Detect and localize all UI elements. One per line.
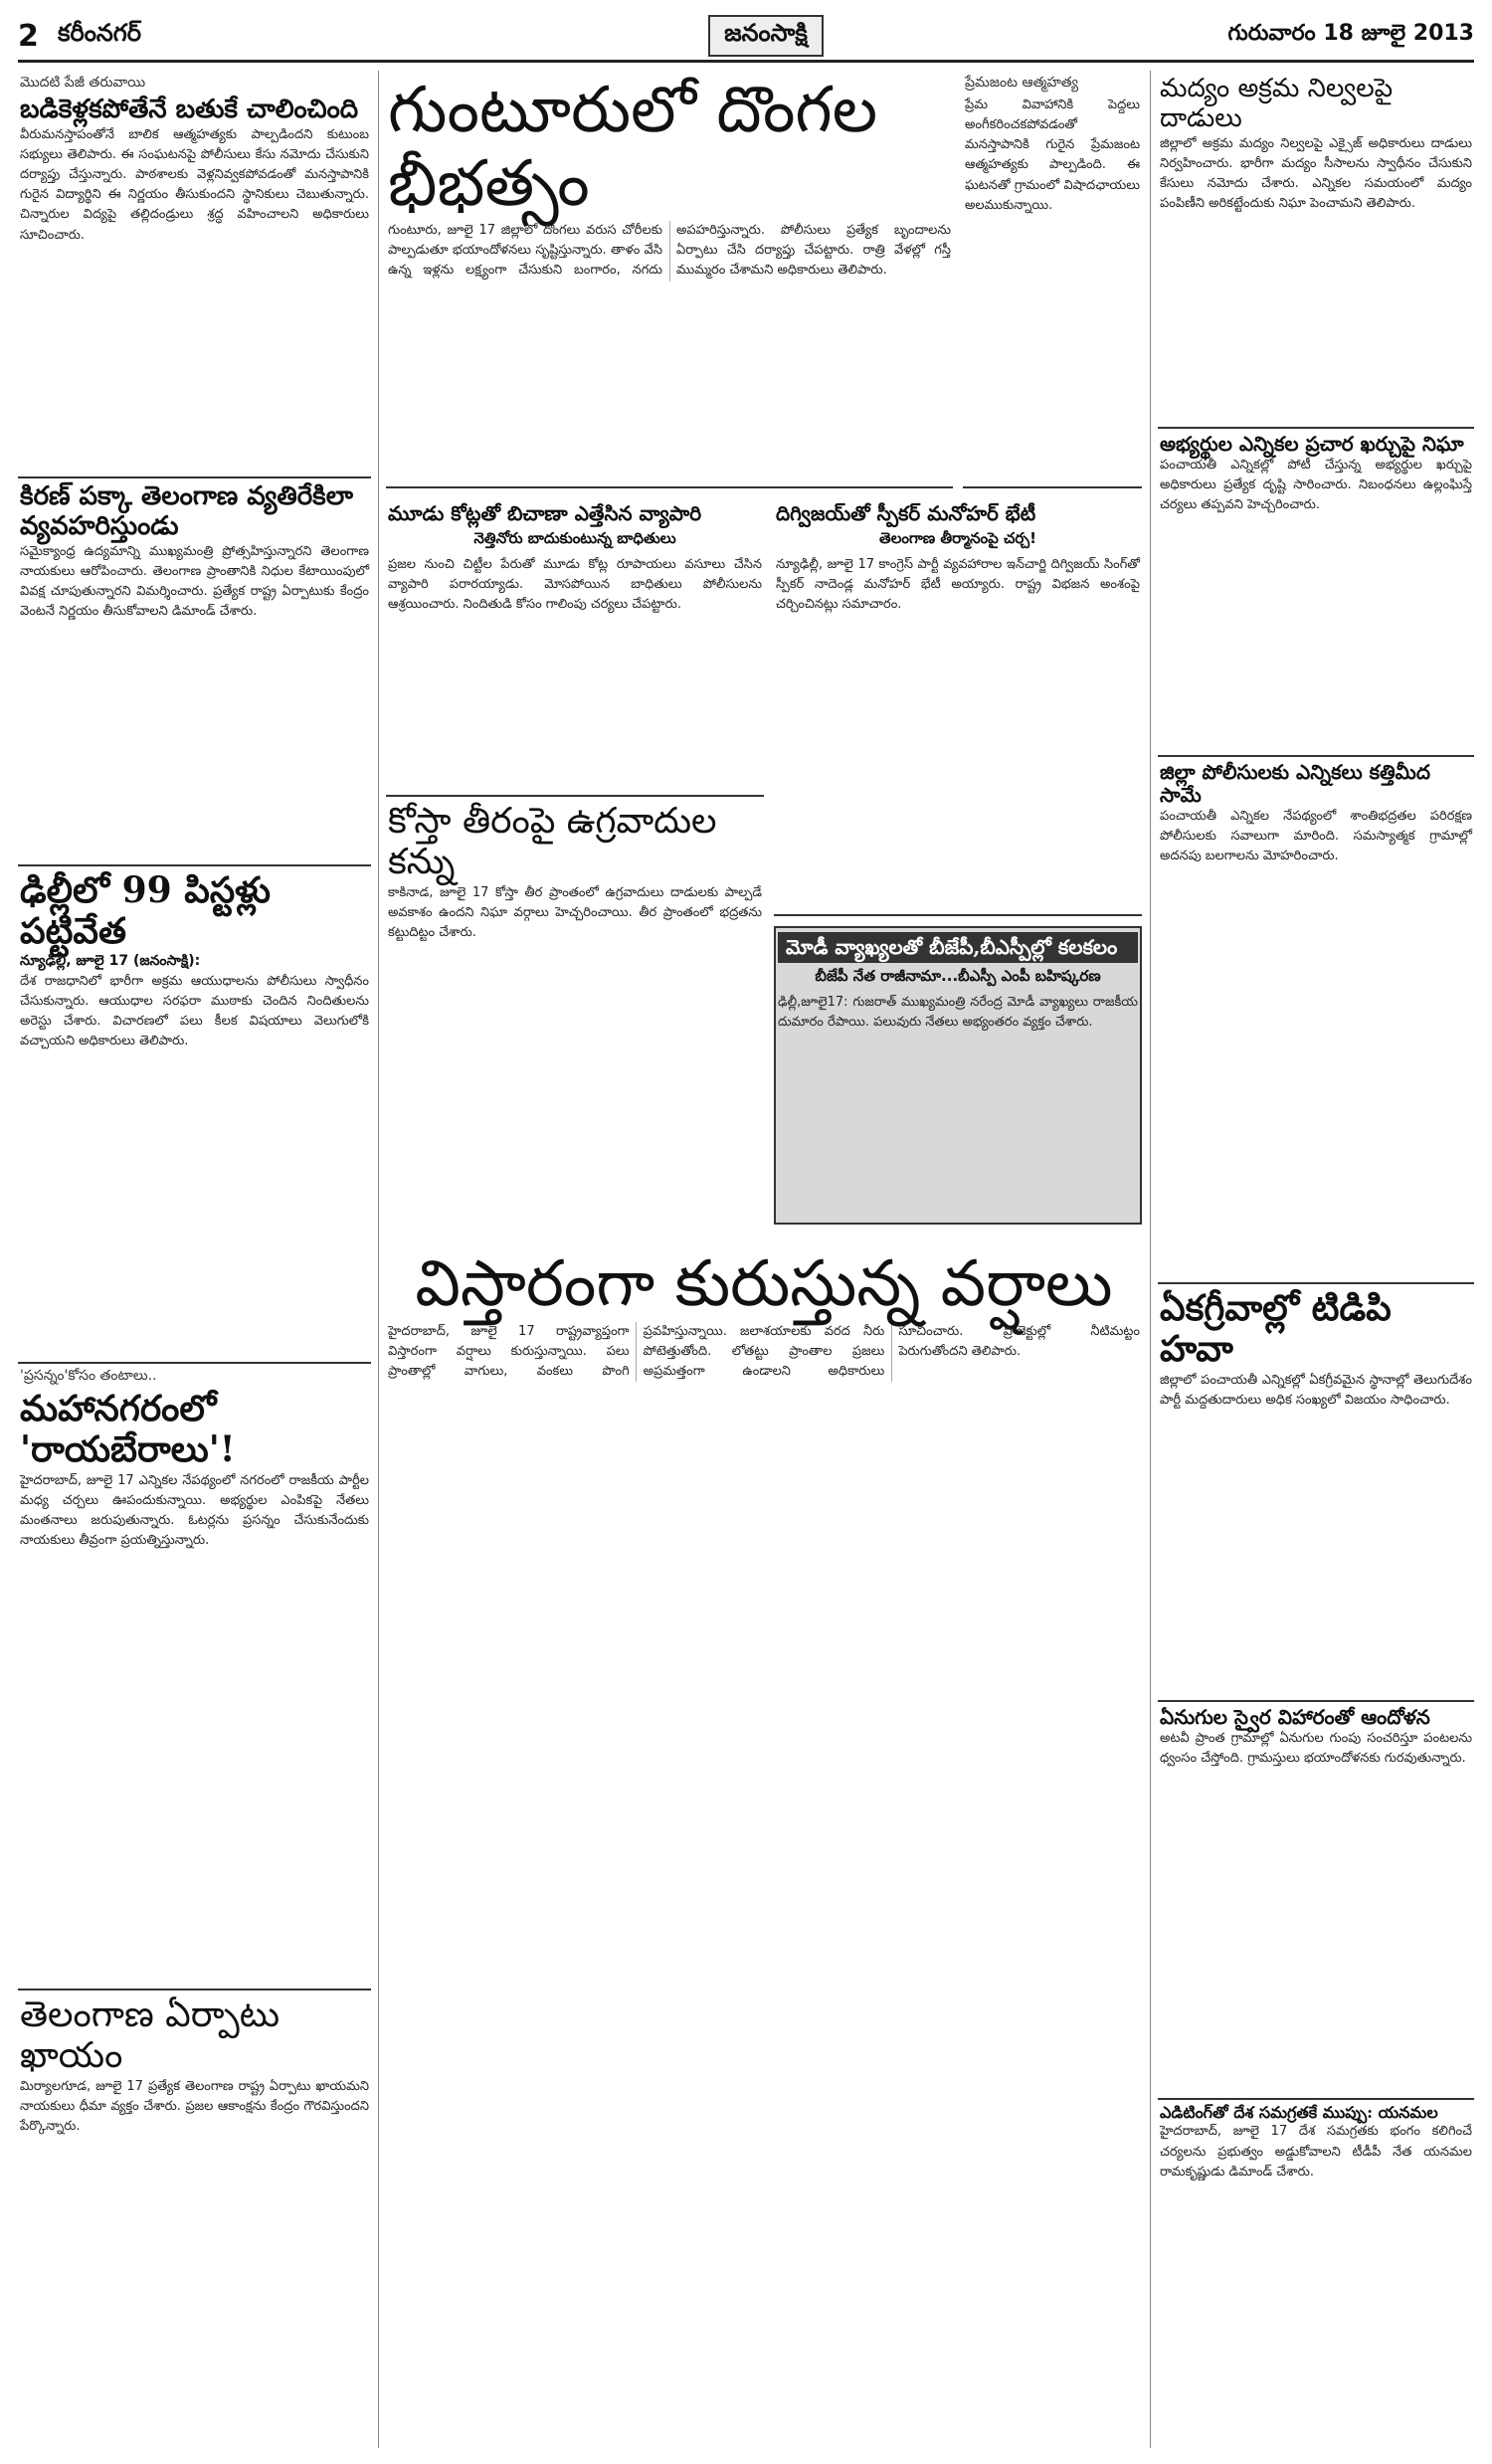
story-body: జిల్లాలో అక్రమ మద్యం నిల్వలపై ఎక్సైజ్ అధికారులు దాడులు నిర్వహించారు. భారీగా మద్యం సీసాలను స్వాధీనం చేసుకుని కేసులు నమోదు చేశారు. ఎన్నికల సమయంలో మద్యం పంపిణీని అరికట్టేందుకు నిఘా పెంచామని తెలిపారు. xyxy=(1160,135,1472,212)
masthead xyxy=(18,12,1474,63)
middle-left xyxy=(386,498,764,1234)
story-body: గుంటూరు, జూలై 17 జిల్లాలో దొంగలు వరుస చోరీలకు పాల్పడుతూ భయాందోళనలు సృష్టిస్తున్నారు. తాళం వేసి ఉన్న ఇళ్లను లక్ష్యంగా చేసుకుని బంగారం, నగదు అపహరిస్తున్నారు. పోలీసులు ప్రత్యేక బృందాలను ఏర్పాటు చేసి దర్యాప్తు చేపట్టారు. రాత్రి వేళల్లో గస్తీ ముమ్మరం చేశామని అధికారులు తెలిపారు. xyxy=(388,223,951,279)
story-headline: మహానగరంలో 'రాయబేరాలు'! xyxy=(20,1388,236,1471)
story-kicker: 'ప్రసన్నం'కోసం తంటాలు.. xyxy=(20,1368,157,1384)
story-right1 xyxy=(1158,71,1474,429)
column-rule xyxy=(1150,71,1151,2448)
story-headline: ఢిల్లీలో 99 పిస్టళ్లు పట్టివేత xyxy=(20,869,271,953)
story-headline: గుంటూరులో దొంగల భీభత్సం xyxy=(388,74,878,221)
story-main2 xyxy=(963,71,1142,488)
story-right4 xyxy=(1158,1284,1474,1702)
story-body: సమైక్యాంధ్ర ఉద్యమాన్ని ముఖ్యమంత్రి ప్రోత్సహిస్తున్నారని తెలంగాణ నాయకులు ఆరోపించారు. తెలంగాణ ప్రాంతానికి నిధుల కేటాయింపులో వివక్ష చూపుతున్నారని విమర్శించారు. ప్రత్యేక రాష్ట్ర ఏర్పాటుకు కేంద్రం వెంటనే నిర్ణయం తీసుకోవాలని డిమాండ్ చేశారు. xyxy=(20,543,369,620)
story-subhead: నెత్తినోరు బాదుకుంటున్న బాధితులు xyxy=(473,529,676,547)
story-right2 xyxy=(1158,429,1474,757)
story-headline: ఏకగ్రీవాల్లో టిడిపి హవా xyxy=(1160,1287,1392,1371)
story-headline: జిల్లా పోలీసులకు ఎన్నికలు కత్తిమీద సామే xyxy=(1160,760,1430,807)
logo-text: జనంసాక్షి xyxy=(708,15,824,57)
right-column xyxy=(1158,71,1474,2448)
story-body: పంచాయతీ ఎన్నికల నేపథ్యంలో శాంతిభద్రతల పరిరక్షణ పోలీసులకు సవాలుగా మారింది. సమస్యాత్మక గ్రామాల్లో అదనపు బలగాలను మోహరించారు. xyxy=(1160,809,1472,864)
story-body: న్యూఢిల్లీ, జూలై 17 కాంగ్రెస్ పార్టీ వ్యవహారాల ఇన్‌చార్జి దిగ్విజయ్ సింగ్‌తో స్పీకర్ నాదెండ్ల మనోహర్ భేటీ అయ్యారు. రాష్ట్ర విభజన అంశంపై చర్చించినట్లు సమాచారం. xyxy=(776,557,1140,613)
left-column xyxy=(18,71,371,2448)
edition-name: కరీంనగర్ xyxy=(58,19,141,47)
story-headline: కిరణ్ పక్కా తెలంగాణ వ్యతిరేకిలా వ్యవహరిస్తుండు xyxy=(20,481,353,541)
story-headline: దిగ్విజయ్‌తో స్పీకర్ మనోహర్ భేటీ xyxy=(776,501,1036,525)
masthead-logo xyxy=(475,15,1056,57)
story-body: హైదరాబాద్, జూలై 17 దేశ సమగ్రతకు భంగం కలిగించే చర్యలను ప్రభుత్వం అడ్డుకోవాలని టీడీపీ నేత యనమల రామకృష్ణుడు డిమాండ్ చేశారు. xyxy=(1160,2124,1472,2180)
story-left1 xyxy=(18,71,371,478)
story-body: ప్రేమ వివాహానికి పెద్దలు అంగీకరించకపోవడంతో మనస్తాపానికి గురైన ప్రేమజంట ఆత్మహత్యకు పాల్పడింది. ఈ ఘటనతో గ్రామంలో విషాదఛాయలు అలముకున్నాయి. xyxy=(965,97,1140,213)
story-body: జిల్లాలో పంచాయతీ ఎన్నికల్లో ఏకగ్రీవమైన స్థానాల్లో తెలుగుదేశం పార్టీ మద్దతుదారులు అధిక సంఖ్యలో విజయం సాధించారు. xyxy=(1160,1372,1472,1408)
story-dateline: న్యూఢిల్లీ, జూలై 17 (జనంసాక్షి): xyxy=(20,952,201,969)
story-kicker: ప్రేమజంట ఆత్మహత్య xyxy=(965,75,1079,91)
story-headline: ఏనుగుల స్వైర విహారంతో ఆందోళన xyxy=(1160,1705,1430,1729)
story-right5 xyxy=(1158,1702,1474,2100)
story-main2-inner xyxy=(963,71,1142,488)
page-grid xyxy=(18,71,1474,2448)
story-headline: విస్తారంగా కురుస్తున్న వర్షాలు xyxy=(415,1247,1113,1321)
story-left3 xyxy=(18,866,371,1364)
story-headline: తెలంగాణ ఏర్పాటు ఖాయం xyxy=(20,1994,280,2077)
story-mid4 xyxy=(774,926,1142,1225)
story-body: ఢిల్లీ,జూలై17: గుజరాత్ ముఖ్యమంత్రి నరేంద్ర మోడీ వ్యాఖ్యలు రాజకీయ దుమారం రేపాయి. పలువురు నేతలు అభ్యంతరం వ్యక్తం చేశారు. xyxy=(778,995,1138,1031)
issue-date: గురువారం 18 జూలై 2013 xyxy=(1227,21,1474,46)
story-left5 xyxy=(18,1990,371,2448)
page-number: 2 xyxy=(18,18,39,54)
story-mid1 xyxy=(386,498,764,797)
story-headline: మోడీ వ్యాఖ్యలతో బీజేపీ,బీఎస్పీల్లో కలకలం xyxy=(778,932,1138,963)
story-left2 xyxy=(18,478,371,866)
column-rule xyxy=(378,71,379,2448)
story-body: హైదరాబాద్, జూలై 17 ఎన్నికల నేపథ్యంలో నగరంలో రాజకీయ పార్టీల మధ్య చర్చలు ఊపందుకున్నాయి. అభ్యర్థుల ఎంపికపై నేతలు మంతనాలు జరుపుతున్నారు. ఓటర్లను ప్రసన్నం చేసుకునేందుకు నాయకులు తీవ్రంగా ప్రయత్నిస్తున్నారు. xyxy=(20,1472,369,1549)
story-mid3 xyxy=(386,797,764,1234)
story-headline: కోస్తా తీరంపై ఉగ్రవాదుల కన్ను xyxy=(388,801,717,883)
story-body: కాకినాడ, జూలై 17 కోస్తా తీర ప్రాంతంలో ఉగ్రవాదులు దాడులకు పాల్పడే అవకాశం ఉందని నిఘా వర్గాలు హెచ్చరించాయి. తీర ప్రాంతంలో భద్రతను కట్టుదిట్టం చేశారు. xyxy=(388,884,762,941)
story-subhead: తెలంగాణ తీర్మానంపై చర్చ! xyxy=(879,529,1036,547)
middle-right xyxy=(774,498,1142,1234)
story-body: పంచాయతీ ఎన్నికల్లో పోటీ చేస్తున్న అభ్యర్థుల ఖర్చుపై అధికారులు ప్రత్యేక దృష్టి సారించారు. నిబంధనలు ఉల్లంఘిస్తే చర్యలు తప్పవని హెచ్చరించారు. xyxy=(1160,458,1472,513)
story-left4 xyxy=(18,1364,371,1990)
story-bottom1-inner xyxy=(386,1244,1142,2448)
story-headline: బడికెళ్లకపోతేనే బతుకే చాలించింది xyxy=(20,95,359,124)
story-body: హైదరాబాద్, జూలై 17 రాష్ట్రవ్యాప్తంగా విస్తారంగా వర్షాలు కురుస్తున్నాయి. పలు ప్రాంతాల్లో వాగులు, వంకలు పొంగి ప్రవహిస్తున్నాయి. జలాశయాలకు వరద నీరు పోటెత్తుతోంది. లోతట్టు ప్రాంతాల ప్రజలు అప్రమత్తంగా ఉండాలని అధికారులు సూచించారు. ప్రాజెక్టుల్లో నీటిమట్టం పెరుగుతోందని తెలిపారు. xyxy=(388,1323,1140,1379)
story-body: మిర్యాలగూడ, జూలై 17 ప్రత్యేక తెలంగాణ రాష్ట్ర ఏర్పాటు ఖాయమని నాయకులు ధీమా వ్యక్తం చేశారు. ప్రజల ఆకాంక్షను కేంద్రం గౌరవిస్తుందని పేర్కొన్నారు. xyxy=(20,2078,369,2135)
story-headline: మద్యం అక్రమ నిల్వలపై దాడులు xyxy=(1160,74,1394,133)
story-body: ప్రజల నుంచి చిట్టీల పేరుతో మూడు కోట్ల రూపాయలు వసూలు చేసిన వ్యాపారి పరారయ్యాడు. మోసపోయిన బాధితులు పోలీసులను ఆశ్రయించారు. నిందితుడి కోసం గాలింపు చర్యలు చేపట్టారు. xyxy=(388,557,762,613)
story-subhead: బీజేపీ నేత రాజీనామా...బీఎస్పీ ఎంపీ బహిష్కరణ xyxy=(815,967,1101,985)
story-headline: మూడు కోట్లతో బిచాణా ఎత్తేసిన వ్యాపారి xyxy=(388,501,702,525)
story-right3 xyxy=(1158,757,1474,1284)
story-body: దేశ రాజధానిలో భారీగా అక్రమ ఆయుధాలను పోలీసులు స్వాధీనం చేసుకున్నారు. ఆయుధాల సరఫరా ముఠాకు చెందిన నిందితులను అరెస్టు చేశారు. విచారణలో పలు కీలక విషయాలు వెలుగులోకి వచ్చాయని అధికారులు తెలిపారు. xyxy=(20,973,369,1049)
story-body: అటవీ ప్రాంత గ్రామాల్లో ఏనుగుల గుంపు సంచరిస్తూ పంటలను ధ్వంసం చేస్తోంది. గ్రామస్తులు భయాందోళనకు గురవుతున్నారు. xyxy=(1160,1731,1472,1767)
story-headline: అభ్యర్థుల ఎన్నికల ప్రచార ఖర్చుపై నిఘా xyxy=(1160,432,1464,456)
story-kicker: మొదటి పేజీ తరువాయి xyxy=(20,75,146,91)
story-main1 xyxy=(386,71,953,488)
middle-upper xyxy=(386,71,953,488)
story-body: వీరుమనస్తాపంతోనే బాలిక ఆత్మహత్యకు పాల్పడిందని కుటుంబ సభ్యులు తెలిపారు. ఈ సంఘటనపై పోలీసులు కేసు నమోదు చేసుకుని దర్యాప్తు చేస్తున్నారు. పాఠశాలకు వెళ్లనివ్వకపోవడంతో మనస్తాపానికి గురైన విద్యార్థిని ఈ నిర్ణయం తీసుకుందని స్థానికులు చెబుతున్నారు. చిన్నారుల విద్యపై తల్లిదండ్రులు శ్రద్ధ వహించాలని అధికారులు సూచించారు. xyxy=(20,126,369,243)
story-mid2 xyxy=(774,498,1142,916)
story-headline: ఎడిటింగ్‌తో దేశ సమగ్రతకే ముప్పు: యనమల xyxy=(1160,2103,1438,2122)
story-bottom1 xyxy=(386,1244,1142,2448)
story-right6 xyxy=(1158,2100,1474,2448)
